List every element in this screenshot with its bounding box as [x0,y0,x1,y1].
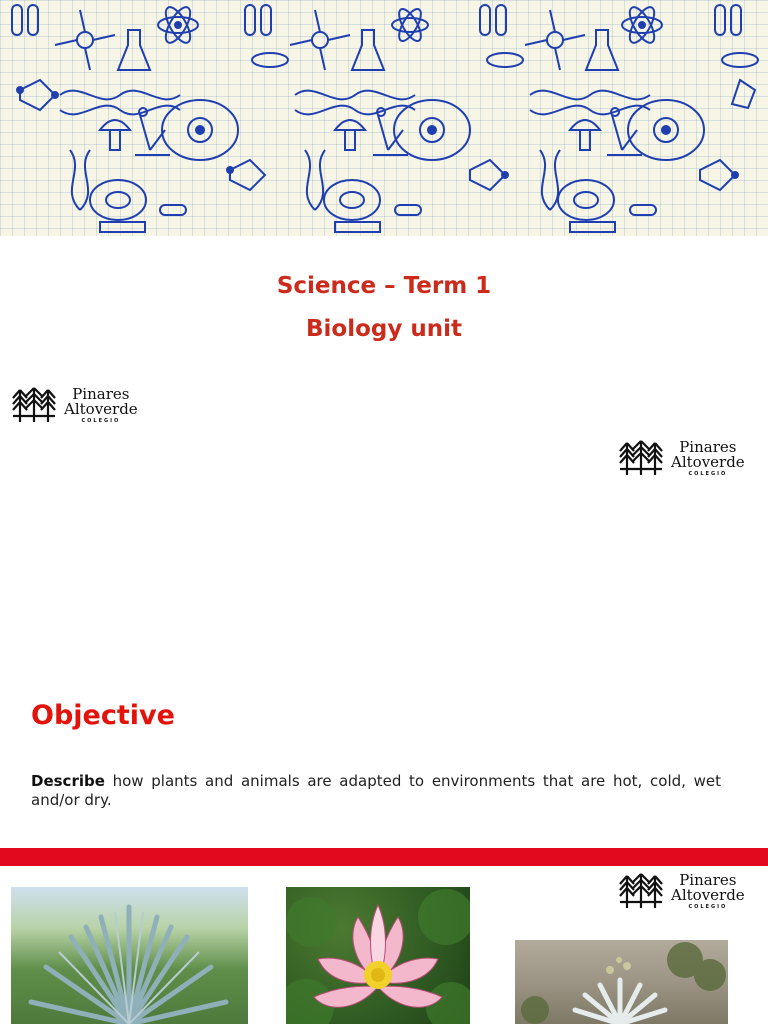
logo-line-1: Pinares [679,437,737,456]
mushroom-icon [335,120,365,150]
cell-icon [394,100,470,160]
molecule-icon [700,160,738,190]
atom-icon [622,4,662,47]
section-divider-bar [0,848,768,866]
lotus-illustration [286,887,470,1024]
frailejon-plant-photo [515,940,728,1024]
dna-icon [530,91,650,115]
atom-icon [158,4,198,47]
pine-trees-icon [619,439,663,477]
cell-icon [628,100,704,160]
neuron-icon [525,10,585,70]
objective-heading: Objective [31,700,175,731]
ruler-icon [100,222,615,232]
dna-icon [70,150,90,210]
dna-icon [305,150,325,210]
dna-icon [540,150,560,210]
dna-icon [295,91,415,115]
neuron-icon [55,10,115,70]
cell-icon [324,180,380,220]
cell-icon [162,100,238,160]
flask-icon [352,30,384,70]
pine-trees-icon [619,872,663,910]
school-logo [619,872,745,910]
course-title: Science – Term 1 [276,273,492,299]
microscope-icon [135,108,170,155]
school-logo [12,386,138,424]
logo-line-1: Pinares [72,384,130,403]
pine-trees-icon [12,386,56,424]
test-tube-icon [480,5,506,35]
dna-icon [60,91,180,115]
logo-line-2: Altoverde [671,885,745,904]
petri-dish-icon [252,53,758,67]
cell-icon [558,180,614,220]
agave-illustration [11,887,248,1024]
test-tube-icon [715,5,741,35]
test-tube-icon [12,5,38,35]
logo-line-3: COLEGIO [81,417,121,424]
logo-line-2: Altoverde [671,452,745,471]
objective-text: how plants and animals are adapted to environments that are hot, cold, wet and/or dry. [31,772,721,809]
science-doodle-banner [0,0,768,236]
cell-icon [90,180,146,220]
molecule-icon [470,160,508,190]
molecule-icon [17,80,58,110]
atom-icon [392,6,428,44]
flask-icon [586,30,618,70]
objective-description [31,772,721,810]
agave-plant-photo [11,887,248,1024]
logo-line-3: COLEGIO [688,470,728,477]
lotus-flower-photo [286,887,470,1024]
mushroom-icon [570,120,600,150]
school-logo [619,439,745,477]
neuron-icon [290,10,350,70]
flask-icon [118,30,150,70]
test-tube-icon [245,5,271,35]
molecule-icon [732,80,755,108]
doodle-illustration [0,0,768,236]
frailejon-illustration [515,940,728,1024]
objective-lead-verb: Describe [31,772,105,790]
logo-line-1: Pinares [679,870,737,889]
mushroom-icon [100,120,130,150]
logo-line-3: COLEGIO [688,903,728,910]
unit-title: Biology unit [306,316,462,342]
molecule-icon [227,160,265,190]
logo-line-2: Altoverde [64,399,138,418]
